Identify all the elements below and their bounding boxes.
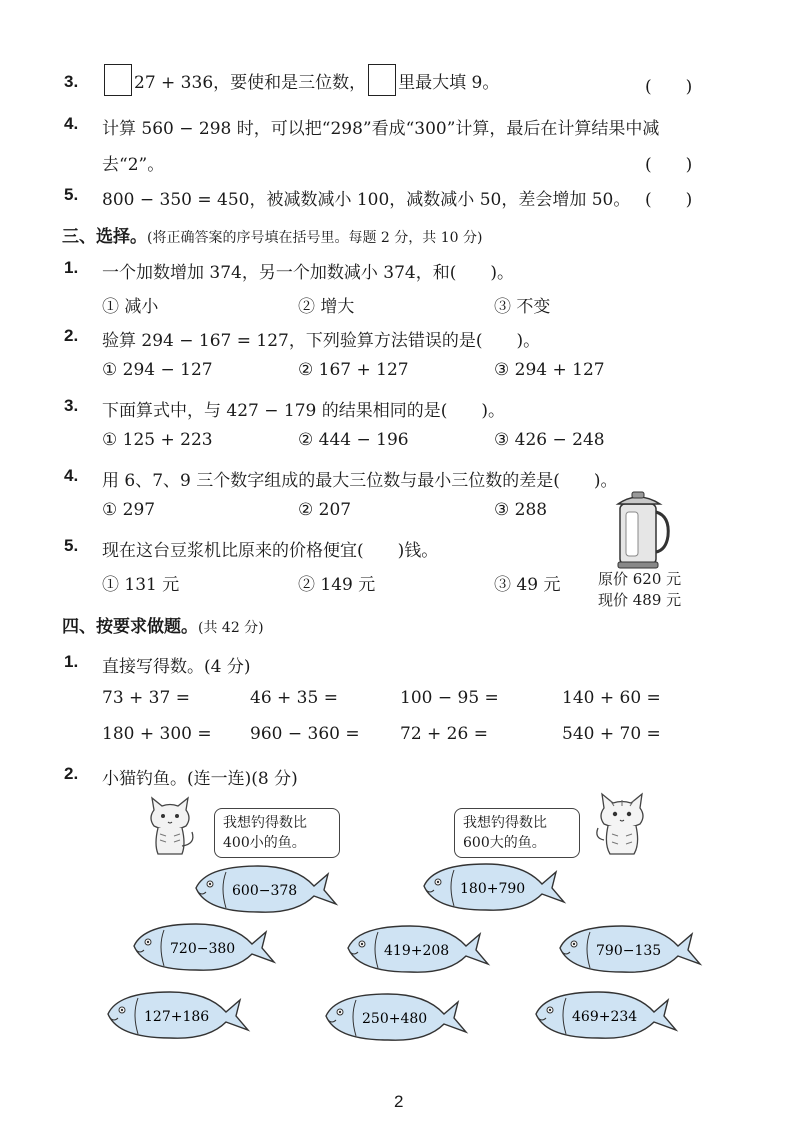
choice-option[interactable]: ② 167 + 127 <box>298 360 409 380</box>
judge-q5-paren[interactable]: ( ) <box>645 190 693 210</box>
page-number: 2 <box>394 1092 404 1111</box>
fish-area <box>0 856 800 1056</box>
judge-q4-line2: 去“2”。 <box>102 155 165 175</box>
judge-q3-number: 3. <box>64 72 79 91</box>
choice-question: 用 6、7、9 三个数字组成的最大三位数与最小三位数的差是( )。 <box>102 471 618 491</box>
fish-label: 600−378 <box>232 883 298 899</box>
calc-item[interactable]: 180 + 300 = <box>102 724 212 744</box>
calc-item[interactable]: 100 − 95 = <box>400 688 499 708</box>
choice-option[interactable]: ③ 49 元 <box>494 575 561 595</box>
choice-option[interactable]: ③ 294 + 127 <box>494 360 605 380</box>
fish-label: 790−135 <box>596 943 662 959</box>
choice-option[interactable]: ③ 426 − 248 <box>494 430 605 450</box>
speech-left-line1: 我想钓得数比 <box>223 815 307 831</box>
answer-box[interactable] <box>104 64 132 96</box>
choice-number: 4. <box>64 466 79 485</box>
fish[interactable] <box>134 924 274 970</box>
calc-item[interactable]: 540 + 70 = <box>562 724 661 744</box>
fish[interactable] <box>536 992 676 1038</box>
calc-item[interactable]: 46 + 35 = <box>250 688 338 708</box>
fish[interactable] <box>326 994 466 1040</box>
fish-label: 419+208 <box>384 943 450 959</box>
judge-q3-post: 里最大填 9。 <box>398 72 500 93</box>
judge-q3-text <box>102 64 499 96</box>
choice-option[interactable]: ② 149 元 <box>298 575 376 595</box>
choice-number: 5. <box>64 536 79 555</box>
choice-question: 验算 294 − 167 = 127，下列验算方法错误的是( )。 <box>102 331 541 351</box>
choice-option[interactable]: ① 131 元 <box>102 575 180 595</box>
choice-option[interactable]: ② 增大 <box>298 297 355 317</box>
original-price: 原价 620 元 <box>598 570 682 588</box>
choice-option[interactable]: ① 125 + 223 <box>102 430 213 450</box>
judge-q3-paren[interactable]: ( ) <box>645 77 693 97</box>
judge-q4-line1: 计算 560 − 298 时，可以把“298”看成“300”计算，最后在计算结果中减 <box>102 119 660 139</box>
speech-bubble-left <box>214 808 340 858</box>
choice-number: 1. <box>64 258 79 277</box>
choice-question: 一个加数增加 374，另一个加数减小 374，和( )。 <box>102 263 514 283</box>
speech-right-line1: 我想钓得数比 <box>463 815 547 831</box>
choice-option[interactable]: ② 207 <box>298 500 352 520</box>
fish[interactable] <box>348 926 488 972</box>
choice-option[interactable]: ① 297 <box>102 500 156 520</box>
judge-q5-text: 800 − 350 = 450，被减数减小 100，减数减小 50，差会增加 50。 <box>102 190 631 210</box>
choice-option[interactable]: ③ 不变 <box>494 297 551 317</box>
speech-right-line2: 600大的鱼。 <box>463 835 546 851</box>
current-price: 现价 489 元 <box>598 591 682 609</box>
fish-label: 720−380 <box>170 941 236 957</box>
task1-number: 1. <box>64 652 79 671</box>
calc-item[interactable]: 960 − 360 = <box>250 724 360 744</box>
task1-title: 直接写得数。(4 分) <box>102 657 251 677</box>
task2-number: 2. <box>64 764 79 783</box>
choice-question: 现在这台豆浆机比原来的价格便宜( )钱。 <box>102 541 439 561</box>
task2-title: 小猫钓鱼。(连一连)(8 分) <box>102 769 298 789</box>
cat-right-icon <box>592 792 652 858</box>
fish-label: 180+790 <box>460 881 526 897</box>
soymilk-machine-icon <box>610 486 674 570</box>
choice-number: 3. <box>64 396 79 415</box>
calc-item[interactable]: 73 + 37 = <box>102 688 190 708</box>
fish[interactable] <box>108 992 248 1038</box>
section-note: (将正确答案的序号填在括号里。每题 2 分，共 10 分) <box>147 230 483 246</box>
choice-option[interactable]: ① 减小 <box>102 297 159 317</box>
choice-number: 2. <box>64 326 79 345</box>
calc-item[interactable]: 140 + 60 = <box>562 688 661 708</box>
answer-box[interactable] <box>368 64 396 96</box>
calc-item[interactable]: 72 + 26 = <box>400 724 488 744</box>
fish[interactable] <box>560 926 700 972</box>
judge-q5-number: 5. <box>64 185 79 204</box>
cat-left-icon <box>142 796 198 858</box>
choice-option[interactable]: ① 294 − 127 <box>102 360 213 380</box>
choice-option[interactable]: ③ 288 <box>494 500 548 520</box>
choice-section-header <box>62 222 482 247</box>
fish-label: 469+234 <box>572 1009 638 1025</box>
section-title: 四、按要求做题。 <box>62 617 198 637</box>
fish[interactable] <box>424 864 564 910</box>
fish[interactable] <box>196 866 336 912</box>
choice-question: 下面算式中，与 427 − 179 的结果相同的是( )。 <box>102 401 506 421</box>
speech-bubble-right <box>454 808 580 858</box>
section-note: (共 42 分) <box>198 620 264 636</box>
tasks-section-header <box>62 612 264 637</box>
fish-label: 250+480 <box>362 1011 428 1027</box>
speech-left-line2: 400小的鱼。 <box>223 835 306 851</box>
choice-option[interactable]: ② 444 − 196 <box>298 430 409 450</box>
judge-q4-paren[interactable]: ( ) <box>645 155 693 175</box>
section-title: 三、选择。 <box>62 227 147 247</box>
judge-q3-pre: 27 + 336，要使和是三位数， <box>134 72 367 93</box>
judge-q4-number: 4. <box>64 114 79 133</box>
fish-label: 127+186 <box>144 1009 210 1025</box>
